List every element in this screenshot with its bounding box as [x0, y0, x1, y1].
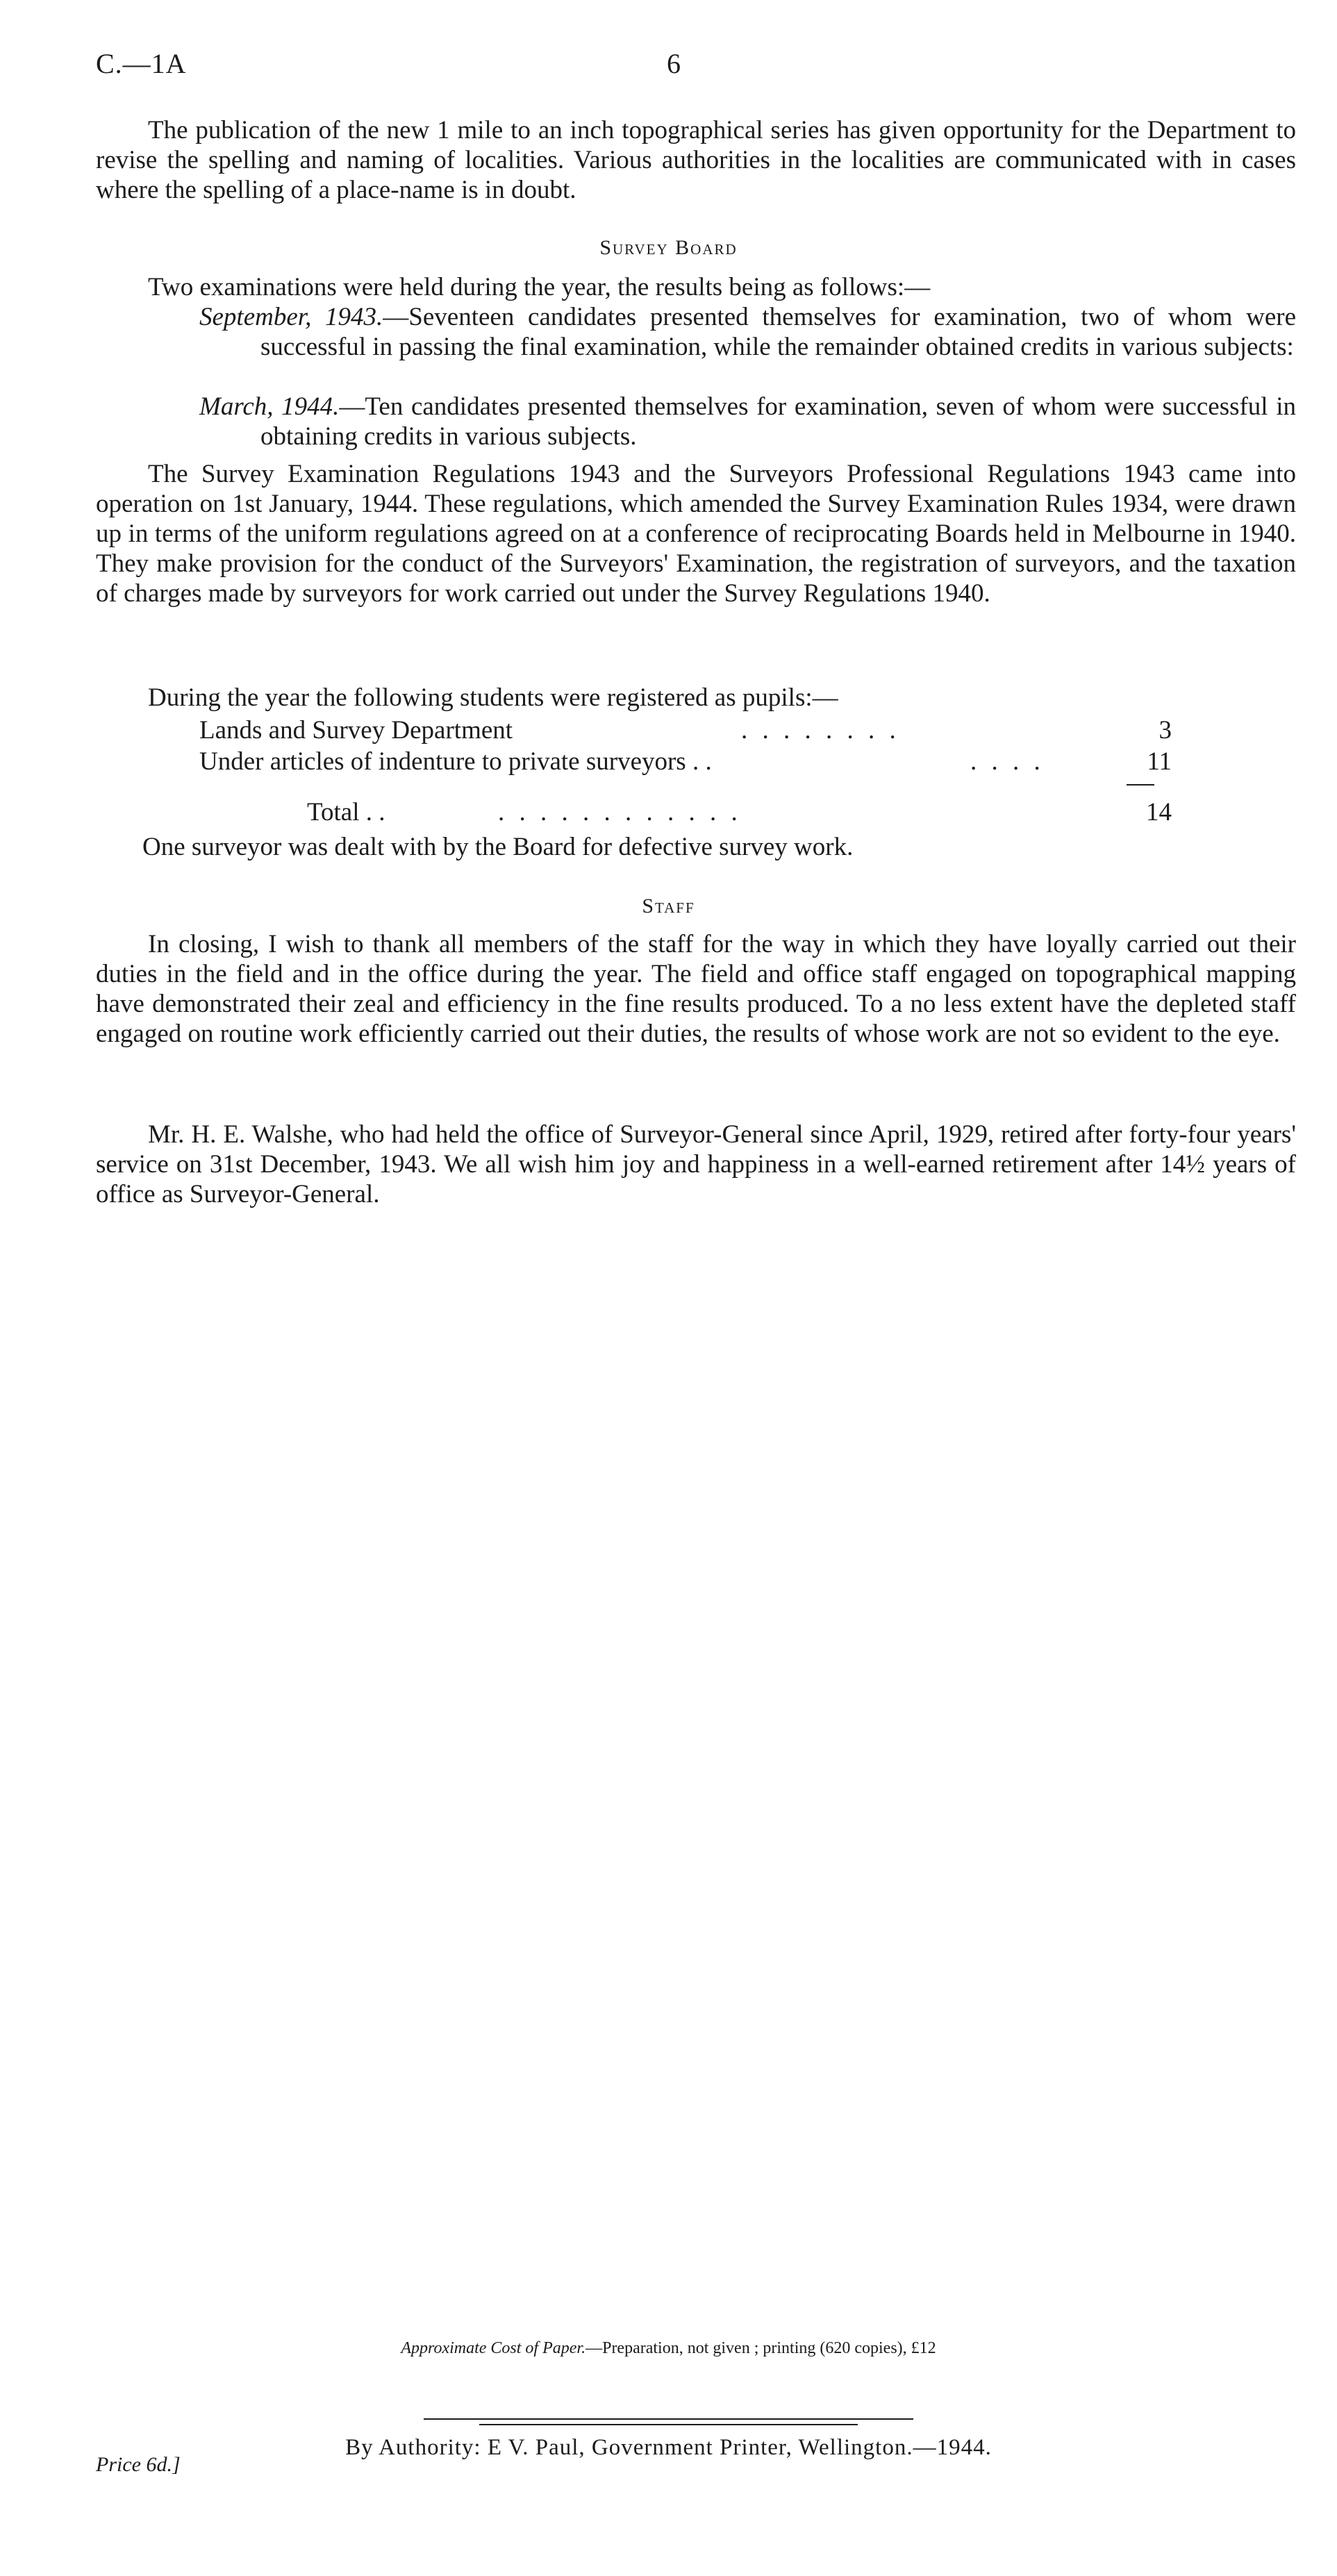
total-label: Total . .: [307, 798, 385, 826]
leader-dots: . . . .: [970, 747, 1045, 776]
cost-label: Approximate Cost of Paper.: [401, 2339, 586, 2357]
exam-text: —Seventeen candidates presented themselves for examination, two of whom were successful in passing the final examination, while the remainder obtained credits in various subjects:: [260, 303, 1296, 361]
paragraph-text: Mr. H. E. Walshe, who had held the office of Surveyor-General since April, 1929, retired after forty-four years' service on 31st December, 1943. We all wish him joy and happiness in a well-earned retirement after 14½ years of office as Surveyor-General.: [96, 1120, 1296, 1208]
paragraph-text: The publication of the new 1 mile to an inch topographical series has given opportunity for the Department to revise the spelling and naming of localities. Various authorities in the localities are communicated with in cases where the spelling of a place-name is in doubt.: [96, 116, 1296, 204]
footer-rule: [424, 2418, 913, 2420]
pupil-category: Lands and Survey Department: [199, 716, 513, 745]
footer-rule: [479, 2424, 858, 2425]
exam-entry-march: [199, 392, 1296, 451]
leader-dots: . . . . . . . .: [741, 716, 900, 745]
regulations-paragraph: [96, 459, 1296, 608]
pupil-count: 11: [1147, 747, 1172, 776]
pupil-category: Under articles of indenture to private surveyors . .: [199, 747, 712, 776]
staff-closing-paragraph: [96, 929, 1296, 1049]
cost-text: —Preparation, not given ; printing (620 copies), £12: [586, 2339, 936, 2357]
document-reference: C.—1A: [96, 48, 187, 79]
exam-date: March, 1944.: [199, 392, 340, 421]
leader-dots: . . . . . . . . . . . .: [498, 798, 742, 826]
paragraph-text: In closing, I wish to thank all members of the staff for the way in which they have loyally carried out their duties in the field and in the office during the year. The field and office staff engaged on topographical mapping have demonstrated their zeal and efficiency in the fine results produced. To a no less extent have the depleted staff engaged on routine work efficiently carried out their duties, the results of whose work are not so evident to the eye.: [96, 930, 1296, 1048]
walshe-retirement-paragraph: [96, 1120, 1296, 1209]
exam-date: September, 1943.: [199, 303, 383, 331]
defective-survey-note: One surveyor was dealt with by the Board for defective survey work.: [142, 833, 854, 861]
survey-board-heading: Survey Board: [599, 236, 738, 259]
pupils-intro: During the year the following students were registered as pupils:—: [148, 683, 838, 712]
topographical-paragraph: [96, 115, 1296, 205]
paragraph-text: The Survey Examination Regulations 1943 and the Surveyors Professional Regulations 1943 came into operation on 1st January, 1944. These regulations, which amended the Survey Examination Rules 1934, were drawn up in terms of the uniform regulations agreed on at a conference of reciprocating Boards held in Melbourne in 1940. They make provision for the conduct of the Surveyors' Examination, the registration of surveyors, and the taxation of charges made by surveyors for work carried out under the Survey Regulations 1940.: [96, 460, 1296, 608]
exam-text: —Ten candidates presented themselves for examination, seven of whom were successful in obtaining credits in various subjects.: [260, 392, 1296, 451]
exam-entry-september: [199, 302, 1296, 362]
printer-authority-line: By Authority: E V. Paul, Government Printer, Wellington.—1944.: [345, 2435, 992, 2460]
total-rule: [1127, 784, 1154, 786]
cost-of-paper-note: [0, 2339, 1337, 2358]
pupil-count: 3: [1159, 716, 1172, 745]
exam-intro: Two examinations were held during the year, the results being as follows:—: [148, 273, 931, 301]
price-note: Price 6d.]: [96, 2453, 181, 2476]
total-count: 14: [1146, 798, 1172, 826]
page-number: 6: [667, 48, 681, 79]
staff-heading: Staff: [642, 895, 695, 917]
